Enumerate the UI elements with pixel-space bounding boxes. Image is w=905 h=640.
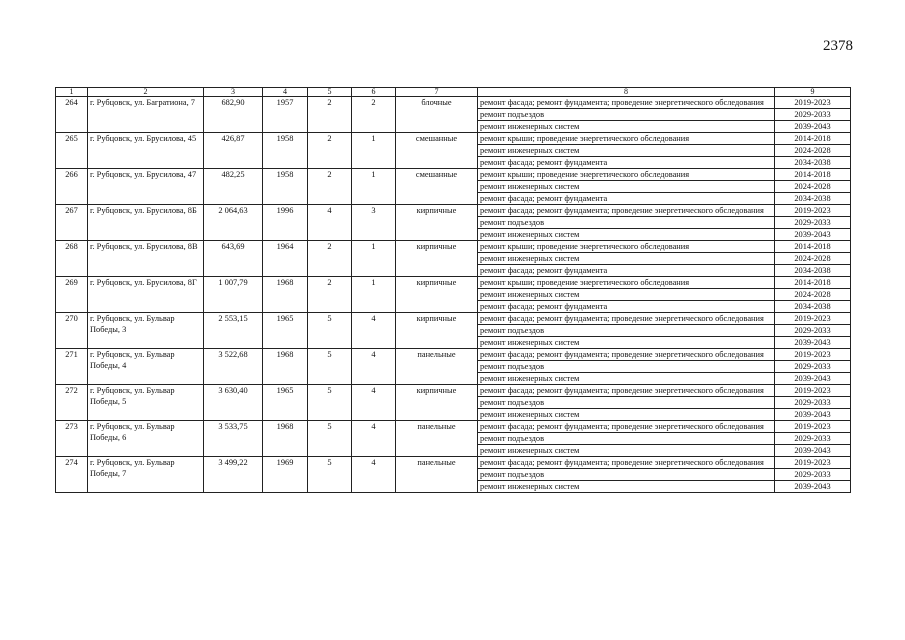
work-period-cell: 2014-2018 <box>775 277 851 289</box>
work-description-cell: ремонт крыши; проведение энергетического обследования <box>478 133 775 145</box>
table-row <box>56 169 851 181</box>
wall-material-cell: кирпичные <box>396 241 478 277</box>
area-cell: 482,25 <box>204 169 263 205</box>
work-period-cell: 2029-2033 <box>775 109 851 121</box>
work-description-cell: ремонт фасада; ремонт фундамента; проведение энергетического обследования <box>478 205 775 217</box>
work-description-cell: ремонт подъездов <box>478 109 775 121</box>
work-period-cell: 2039-2043 <box>775 445 851 457</box>
work-period-cell: 2029-2033 <box>775 397 851 409</box>
column-header: 5 <box>308 88 352 97</box>
row-number: 264 <box>56 97 88 133</box>
work-description-cell: ремонт инженерных систем <box>478 409 775 421</box>
floors-cell: 2 <box>308 97 352 133</box>
table-row <box>56 313 851 325</box>
work-description-cell: ремонт крыши; проведение энергетического обследования <box>478 241 775 253</box>
year-built-cell: 1968 <box>263 349 308 385</box>
column-header: 3 <box>204 88 263 97</box>
wall-material-cell: смешанные <box>396 169 478 205</box>
entrances-cell: 1 <box>352 241 396 277</box>
table-row <box>56 97 851 109</box>
work-period-cell: 2029-2033 <box>775 361 851 373</box>
work-description-cell: ремонт инженерных систем <box>478 373 775 385</box>
work-period-cell: 2019-2023 <box>775 385 851 397</box>
row-number: 273 <box>56 421 88 457</box>
year-built-cell: 1969 <box>263 457 308 493</box>
work-description-cell: ремонт фасада; ремонт фундамента; проведение энергетического обследования <box>478 457 775 469</box>
work-description-cell: ремонт фасада; ремонт фундамента <box>478 157 775 169</box>
work-period-cell: 2034-2038 <box>775 193 851 205</box>
work-description-cell: ремонт подъездов <box>478 469 775 481</box>
address-cell: г. Рубцовск, ул. Брусилова, 45 <box>88 133 204 169</box>
area-cell: 682,90 <box>204 97 263 133</box>
work-period-cell: 2039-2043 <box>775 373 851 385</box>
column-header: 7 <box>396 88 478 97</box>
entrances-cell: 1 <box>352 277 396 313</box>
wall-material-cell: кирпичные <box>396 385 478 421</box>
work-description-cell: ремонт фасада; ремонт фундамента <box>478 301 775 313</box>
address-cell: г. Рубцовск, ул. Брусилова, 8В <box>88 241 204 277</box>
wall-material-cell: панельные <box>396 349 478 385</box>
work-period-cell: 2039-2043 <box>775 481 851 493</box>
work-period-cell: 2039-2043 <box>775 409 851 421</box>
work-period-cell: 2019-2023 <box>775 421 851 433</box>
work-period-cell: 2019-2023 <box>775 349 851 361</box>
entrances-cell: 1 <box>352 133 396 169</box>
year-built-cell: 1965 <box>263 313 308 349</box>
year-built-cell: 1958 <box>263 169 308 205</box>
address-cell: г. Рубцовск, ул. Бульвар Победы, 4 <box>88 349 204 385</box>
work-period-cell: 2024-2028 <box>775 253 851 265</box>
work-period-cell: 2039-2043 <box>775 121 851 133</box>
entrances-cell: 2 <box>352 97 396 133</box>
address-cell: г. Рубцовск, ул. Бульвар Победы, 6 <box>88 421 204 457</box>
entrances-cell: 4 <box>352 349 396 385</box>
work-period-cell: 2029-2033 <box>775 325 851 337</box>
work-period-cell: 2024-2028 <box>775 145 851 157</box>
work-period-cell: 2039-2043 <box>775 337 851 349</box>
work-description-cell: ремонт подъездов <box>478 361 775 373</box>
row-number: 272 <box>56 385 88 421</box>
address-cell: г. Рубцовск, ул. Бульвар Победы, 7 <box>88 457 204 493</box>
floors-cell: 2 <box>308 169 352 205</box>
address-cell: г. Рубцовск, ул. Бульвар Победы, 3 <box>88 313 204 349</box>
work-period-cell: 2019-2023 <box>775 205 851 217</box>
floors-cell: 2 <box>308 241 352 277</box>
floors-cell: 5 <box>308 313 352 349</box>
area-cell: 3 499,22 <box>204 457 263 493</box>
table-row <box>56 205 851 217</box>
row-number: 267 <box>56 205 88 241</box>
work-description-cell: ремонт инженерных систем <box>478 289 775 301</box>
entrances-cell: 4 <box>352 421 396 457</box>
year-built-cell: 1996 <box>263 205 308 241</box>
work-period-cell: 2029-2033 <box>775 217 851 229</box>
row-number: 271 <box>56 349 88 385</box>
work-description-cell: ремонт инженерных систем <box>478 445 775 457</box>
address-cell: г. Рубцовск, ул. Брусилова, 8Г <box>88 277 204 313</box>
floors-cell: 5 <box>308 385 352 421</box>
wall-material-cell: кирпичные <box>396 313 478 349</box>
work-period-cell: 2014-2018 <box>775 133 851 145</box>
work-description-cell: ремонт инженерных систем <box>478 481 775 493</box>
floors-cell: 5 <box>308 457 352 493</box>
row-number: 266 <box>56 169 88 205</box>
work-description-cell: ремонт фасада; ремонт фундамента <box>478 193 775 205</box>
column-header: 1 <box>56 88 88 97</box>
table-row <box>56 133 851 145</box>
work-description-cell: ремонт инженерных систем <box>478 253 775 265</box>
work-period-cell: 2039-2043 <box>775 229 851 241</box>
area-cell: 3 522,68 <box>204 349 263 385</box>
work-description-cell: ремонт инженерных систем <box>478 181 775 193</box>
entrances-cell: 3 <box>352 205 396 241</box>
entrances-cell: 4 <box>352 457 396 493</box>
column-header: 8 <box>478 88 775 97</box>
row-number: 270 <box>56 313 88 349</box>
work-description-cell: ремонт подъездов <box>478 217 775 229</box>
row-number: 265 <box>56 133 88 169</box>
table-row <box>56 349 851 361</box>
year-built-cell: 1964 <box>263 241 308 277</box>
row-number: 268 <box>56 241 88 277</box>
area-cell: 3 630,40 <box>204 385 263 421</box>
work-description-cell: ремонт инженерных систем <box>478 229 775 241</box>
work-period-cell: 2029-2033 <box>775 469 851 481</box>
repair-schedule-table <box>55 87 851 493</box>
work-description-cell: ремонт фасада; ремонт фундамента; проведение энергетического обследования <box>478 313 775 325</box>
floors-cell: 5 <box>308 421 352 457</box>
entrances-cell: 4 <box>352 385 396 421</box>
work-period-cell: 2034-2038 <box>775 301 851 313</box>
work-period-cell: 2024-2028 <box>775 181 851 193</box>
table-row <box>56 457 851 469</box>
year-built-cell: 1968 <box>263 421 308 457</box>
work-period-cell: 2029-2033 <box>775 433 851 445</box>
area-cell: 2 553,15 <box>204 313 263 349</box>
work-description-cell: ремонт фасада; ремонт фундамента; проведение энергетического обследования <box>478 421 775 433</box>
column-header: 6 <box>352 88 396 97</box>
work-description-cell: ремонт крыши; проведение энергетического обследования <box>478 277 775 289</box>
work-period-cell: 2024-2028 <box>775 289 851 301</box>
work-description-cell: ремонт фасада; ремонт фундамента; проведение энергетического обследования <box>478 385 775 397</box>
table-row <box>56 421 851 433</box>
page-number: 2378 <box>823 38 853 54</box>
work-description-cell: ремонт подъездов <box>478 397 775 409</box>
year-built-cell: 1965 <box>263 385 308 421</box>
floors-cell: 2 <box>308 133 352 169</box>
column-header: 9 <box>775 88 851 97</box>
address-cell: г. Рубцовск, ул. Багратиона, 7 <box>88 97 204 133</box>
wall-material-cell: панельные <box>396 421 478 457</box>
address-cell: г. Рубцовск, ул. Брусилова, 8Б <box>88 205 204 241</box>
address-cell: г. Рубцовск, ул. Бульвар Победы, 5 <box>88 385 204 421</box>
work-period-cell: 2014-2018 <box>775 241 851 253</box>
column-header-row <box>56 88 851 97</box>
area-cell: 3 533,75 <box>204 421 263 457</box>
work-description-cell: ремонт подъездов <box>478 325 775 337</box>
work-description-cell: ремонт инженерных систем <box>478 145 775 157</box>
address-cell: г. Рубцовск, ул. Брусилова, 47 <box>88 169 204 205</box>
year-built-cell: 1968 <box>263 277 308 313</box>
work-period-cell: 2034-2038 <box>775 265 851 277</box>
work-description-cell: ремонт инженерных систем <box>478 337 775 349</box>
column-header: 2 <box>88 88 204 97</box>
table-row <box>56 277 851 289</box>
work-period-cell: 2019-2023 <box>775 97 851 109</box>
floors-cell: 4 <box>308 205 352 241</box>
work-description-cell: ремонт крыши; проведение энергетического обследования <box>478 169 775 181</box>
row-number: 269 <box>56 277 88 313</box>
floors-cell: 2 <box>308 277 352 313</box>
work-description-cell: ремонт фасада; ремонт фундамента; проведение энергетического обследования <box>478 97 775 109</box>
column-header: 4 <box>263 88 308 97</box>
floors-cell: 5 <box>308 349 352 385</box>
table-row <box>56 241 851 253</box>
wall-material-cell: кирпичные <box>396 205 478 241</box>
table-row <box>56 385 851 397</box>
area-cell: 643,69 <box>204 241 263 277</box>
work-period-cell: 2034-2038 <box>775 157 851 169</box>
work-description-cell: ремонт фасада; ремонт фундамента; проведение энергетического обследования <box>478 349 775 361</box>
area-cell: 1 007,79 <box>204 277 263 313</box>
area-cell: 426,87 <box>204 133 263 169</box>
work-description-cell: ремонт инженерных систем <box>478 121 775 133</box>
work-description-cell: ремонт фасада; ремонт фундамента <box>478 265 775 277</box>
row-number: 274 <box>56 457 88 493</box>
work-description-cell: ремонт подъездов <box>478 433 775 445</box>
wall-material-cell: смешанные <box>396 133 478 169</box>
entrances-cell: 1 <box>352 169 396 205</box>
year-built-cell: 1957 <box>263 97 308 133</box>
wall-material-cell: кирпичные <box>396 277 478 313</box>
year-built-cell: 1958 <box>263 133 308 169</box>
wall-material-cell: блочные <box>396 97 478 133</box>
work-period-cell: 2014-2018 <box>775 169 851 181</box>
entrances-cell: 4 <box>352 313 396 349</box>
wall-material-cell: панельные <box>396 457 478 493</box>
work-period-cell: 2019-2023 <box>775 457 851 469</box>
work-period-cell: 2019-2023 <box>775 313 851 325</box>
area-cell: 2 064,63 <box>204 205 263 241</box>
